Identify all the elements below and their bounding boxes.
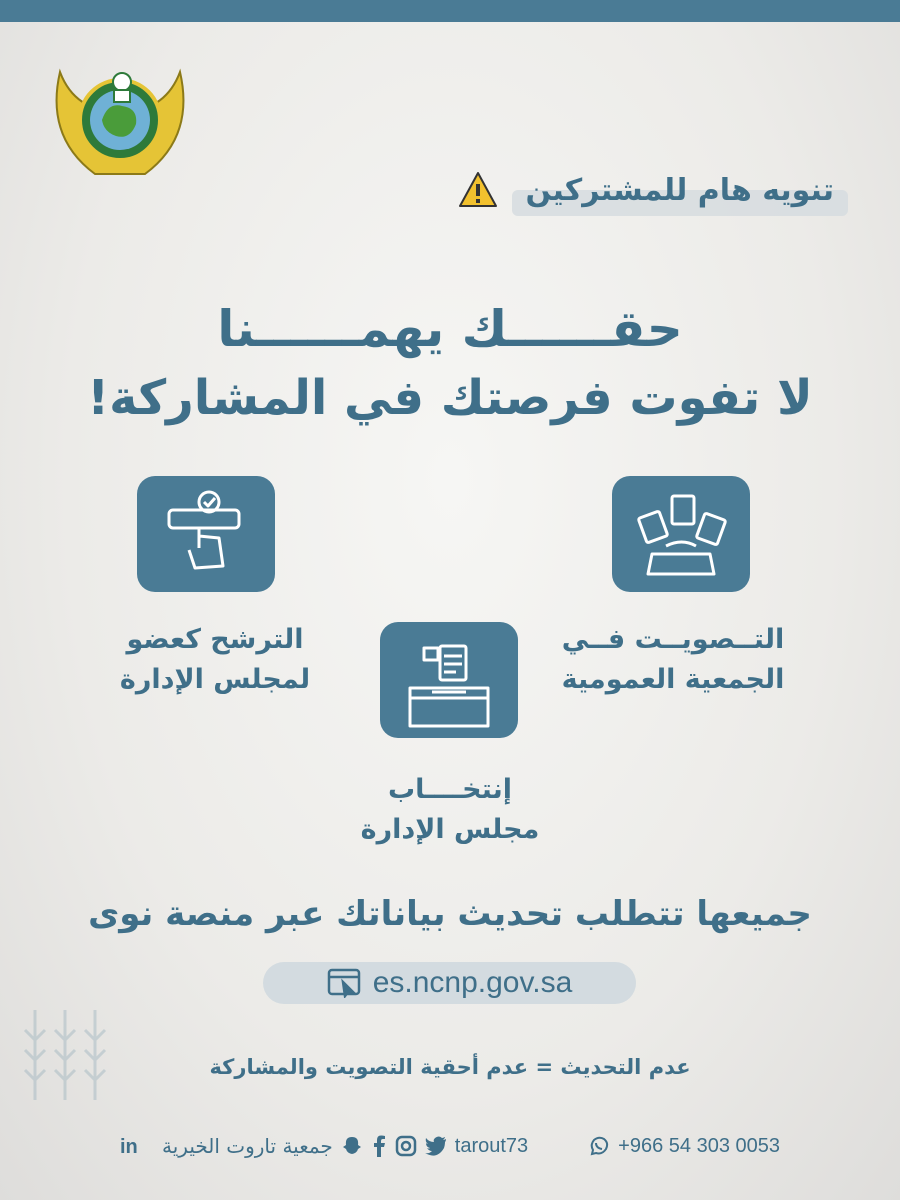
voting-caption-line-1: التــصويــت فــي: [561, 624, 785, 655]
snapchat-icon[interactable]: [341, 1135, 363, 1157]
footer: [120, 1130, 780, 1162]
finger-check-icon: [137, 476, 275, 592]
election-caption: [335, 770, 565, 850]
twitter-icon[interactable]: [425, 1136, 447, 1156]
org-name: جمعية تاروت الخيرية: [162, 1134, 333, 1158]
notice-banner: [458, 168, 848, 212]
phone-number[interactable]: +966 54 303 0053: [618, 1134, 780, 1157]
platform-url[interactable]: es.ncnp.gov.sa: [372, 966, 573, 999]
ballot-box-icon: [380, 622, 518, 738]
web-browser-icon: [327, 968, 361, 998]
instagram-icon[interactable]: [395, 1135, 417, 1157]
top-bar: [0, 0, 900, 22]
election-caption-line-1: إنتخــــاب: [387, 774, 513, 805]
ballot-papers-icon: [612, 476, 750, 592]
facebook-icon[interactable]: [371, 1135, 387, 1157]
election-caption-line-2: مجلس الإدارة: [360, 814, 540, 845]
election-tile: [380, 622, 518, 738]
social-handle[interactable]: tarout73: [454, 1134, 529, 1157]
nomination-caption: [100, 620, 330, 700]
headline-line-1: حقــــــك يهمــــــنا: [217, 300, 683, 358]
nomination-caption-line-2: لمجلس الإدارة: [119, 664, 311, 695]
voting-caption-line-2: الجمعية العمومية: [561, 664, 785, 695]
social-group: [120, 1134, 528, 1158]
warning-icon: [458, 170, 498, 210]
platform-link[interactable]: [263, 962, 636, 1004]
svg-text:in: in: [120, 1136, 138, 1157]
voting-tile: [612, 476, 750, 592]
nomination-caption-line-1: الترشح كعضو: [126, 624, 304, 655]
nomination-tile: [137, 476, 275, 592]
notice-label: تنويه هام للمشتركين: [512, 173, 848, 208]
whatsapp-icon[interactable]: [588, 1135, 610, 1157]
headline-line-2: لا تفوت فرصتك في المشاركة!: [87, 370, 813, 426]
phone-group: [588, 1135, 780, 1158]
wheat-decoration: [15, 1000, 115, 1110]
warning-note: عدم التحديث = عدم أحقية التصويت والمشاركة: [209, 1055, 691, 1079]
linkedin-icon[interactable]: [120, 1135, 142, 1157]
voting-caption: [548, 620, 798, 700]
update-requirement-text: جميعها تتطلب تحديث بياناتك عبر منصة نوى: [88, 894, 812, 934]
association-logo: [50, 62, 190, 182]
